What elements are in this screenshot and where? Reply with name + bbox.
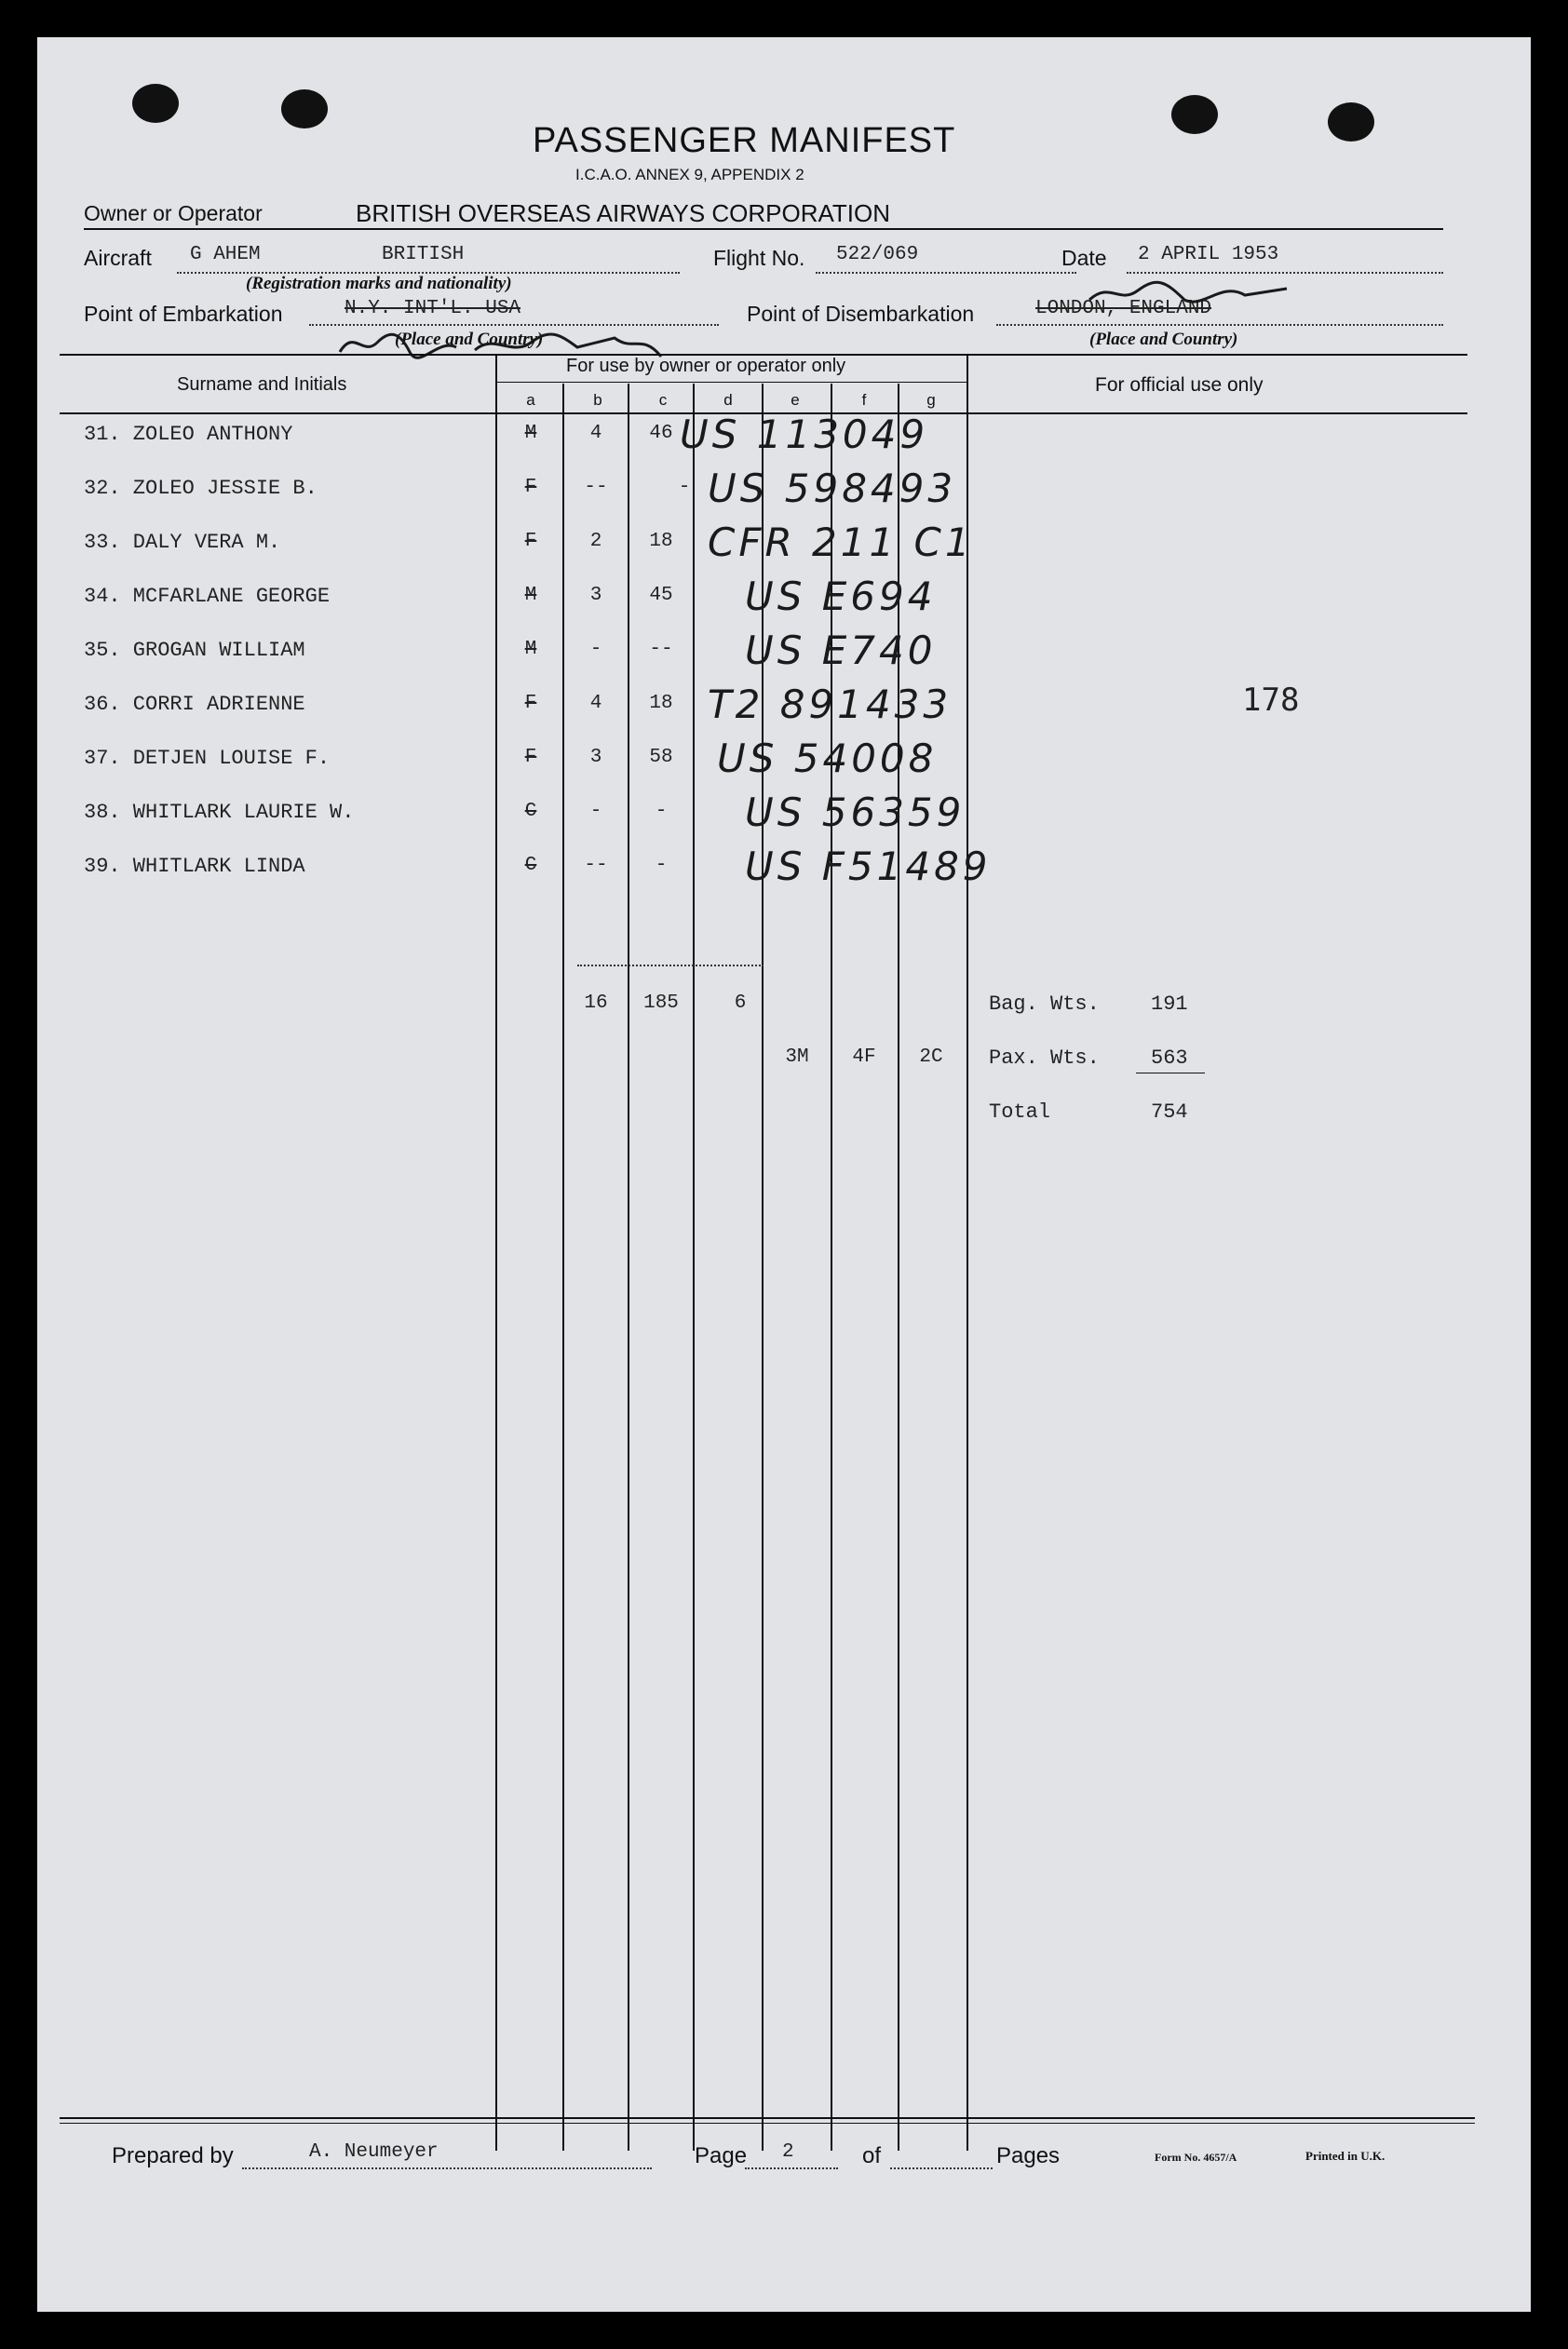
passenger-b: -: [589, 639, 602, 660]
of-dotline: [890, 2167, 993, 2169]
total-b: 16: [584, 992, 608, 1014]
column-d-header: d: [723, 391, 733, 409]
passenger-sex: F: [524, 477, 537, 498]
footer-bottom-rule: [60, 2123, 1475, 2124]
total-g: 2C: [919, 1046, 943, 1068]
disembarkation-label: Point of Disembarkation: [747, 302, 975, 326]
passenger-b: 2: [589, 531, 602, 552]
passenger-b: 3: [589, 747, 602, 768]
passenger-handwritten-id: US 56359: [745, 790, 966, 835]
passenger-handwritten-id: US 113049: [680, 412, 929, 457]
prepared-by-dotline: [242, 2167, 652, 2169]
page-label: Page: [695, 2143, 748, 2168]
flight-dotline: [816, 272, 1076, 274]
passenger-c: 58: [649, 747, 673, 768]
totals-dotline: [577, 965, 764, 966]
passenger-b: --: [584, 477, 608, 498]
aircraft-registration: G AHEM: [190, 244, 261, 265]
surname-header: Surname and Initials: [177, 374, 347, 395]
passenger-b: 4: [589, 423, 602, 444]
handwritten-scribble-disembarkation: [1082, 272, 1296, 318]
embarkation-value: N.Y. INT'L. USA: [345, 298, 521, 319]
manifest-sheet: [37, 37, 1531, 2312]
owner-use-header: For use by owner or operator only: [566, 356, 846, 376]
passenger-name: 31. ZOLEO ANTHONY: [84, 423, 293, 446]
embarkation-label: Point of Embarkation: [84, 302, 283, 326]
date-value: 2 APRIL 1953: [1138, 244, 1279, 265]
passenger-sex: F: [524, 693, 537, 714]
column-b-header: b: [593, 391, 602, 409]
owner-use-rule: [495, 382, 968, 383]
passenger-name: 39. WHITLARK LINDA: [84, 855, 305, 878]
page-title: PASSENGER MANIFEST: [533, 121, 956, 160]
passenger-sex: M: [524, 585, 537, 606]
col-divider-4: [693, 384, 695, 2151]
page-value: 2: [782, 2141, 794, 2163]
passenger-c: 46: [649, 423, 673, 444]
passenger-sex: C: [524, 855, 537, 876]
punch-hole-1: [132, 84, 179, 123]
passenger-c: -: [655, 801, 668, 822]
aircraft-label: Aircraft: [84, 246, 152, 270]
passenger-name: 35. GROGAN WILLIAM: [84, 639, 305, 662]
punch-hole-2: [281, 89, 328, 128]
passenger-sex: F: [524, 531, 537, 552]
form-number: Form No. 4657/A: [1155, 2151, 1237, 2164]
column-g-header: g: [926, 391, 936, 409]
owner-rule: [84, 228, 1443, 230]
footer-top-rule: [60, 2117, 1475, 2119]
total-weight-label: Total: [989, 1100, 1051, 1124]
passenger-name: 37. DETJEN LOUISE F.: [84, 747, 331, 770]
passenger-handwritten-id: US E740: [745, 628, 937, 673]
pages-label: Pages: [996, 2143, 1061, 2168]
of-label: of: [862, 2143, 882, 2168]
passenger-handwritten-id: US 54008: [717, 736, 938, 781]
embarkation-place-note: (Place and Country): [395, 330, 544, 349]
punch-hole-4: [1328, 102, 1374, 142]
flight-label: Flight No.: [713, 246, 805, 270]
column-f-header: f: [861, 391, 867, 409]
passenger-handwritten-id: US 598493: [708, 466, 957, 511]
passenger-b: --: [584, 855, 608, 876]
passenger-handwritten-id: US F51489: [745, 844, 992, 889]
official-use-value: 178: [1242, 682, 1300, 719]
col-divider-8: [966, 354, 968, 2151]
disembarkation-place-note: (Place and Country): [1089, 330, 1238, 349]
page-dotline: [745, 2167, 838, 2169]
bag-weights-value: 191: [1151, 992, 1188, 1016]
passenger-c: 18: [649, 531, 673, 552]
date-label: Date: [1061, 246, 1107, 270]
pax-weights-label: Pax. Wts.: [989, 1046, 1100, 1070]
owner-value: BRITISH OVERSEAS AIRWAYS CORPORATION: [356, 199, 891, 227]
page-subtitle: I.C.A.O. ANNEX 9, APPENDIX 2: [575, 166, 804, 183]
passenger-handwritten-id: US E694: [745, 574, 937, 619]
total-e: 3M: [785, 1046, 809, 1068]
column-c-header: c: [658, 391, 668, 409]
prepared-by-label: Prepared by: [112, 2143, 234, 2168]
col-divider-3: [628, 384, 629, 2151]
passenger-sex: M: [524, 423, 537, 444]
printed-in: Printed in U.K.: [1305, 2149, 1386, 2163]
passenger-b: 3: [589, 585, 602, 606]
passenger-name: 34. MCFARLANE GEORGE: [84, 585, 331, 608]
punch-hole-3: [1171, 95, 1218, 134]
passenger-c: -: [655, 855, 668, 876]
passenger-handwritten-id: CFR 211 C1: [708, 520, 974, 565]
passenger-handwritten-id: T2 891433: [708, 682, 953, 727]
passenger-sex: M: [524, 639, 537, 660]
passenger-b: -: [589, 801, 602, 822]
column-e-header: e: [791, 391, 800, 409]
bag-weights-label: Bag. Wts.: [989, 992, 1100, 1016]
official-use-header: For official use only: [1095, 374, 1264, 396]
flight-value: 522/069: [836, 244, 919, 265]
passenger-name: 32. ZOLEO JESSIE B.: [84, 477, 318, 500]
passenger-name: 36. CORRI ADRIENNE: [84, 693, 305, 716]
pax-weights-value: 563: [1151, 1046, 1188, 1070]
passenger-c: 45: [649, 585, 673, 606]
passenger-sex: C: [524, 801, 537, 822]
passenger-c: --: [649, 639, 673, 660]
disembarkation-dotline: [996, 324, 1443, 326]
passenger-name: 38. WHITLARK LAURIE W.: [84, 801, 355, 824]
disembarkation-value: LONDON, ENGLAND: [1035, 298, 1212, 319]
passenger-name: 33. DALY VERA M.: [84, 531, 281, 554]
owner-label: Owner or Operator: [84, 201, 263, 225]
total-weight-value: 754: [1151, 1100, 1188, 1124]
column-a-header: a: [526, 391, 535, 409]
col-divider-1: [495, 354, 497, 2151]
registration-note: (Registration marks and nationality): [246, 274, 512, 293]
aircraft-nationality: BRITISH: [382, 244, 465, 265]
passenger-c: -: [678, 477, 691, 498]
col-divider-2: [562, 384, 564, 2151]
passenger-c: 18: [649, 693, 673, 714]
total-f: 4F: [852, 1046, 876, 1068]
passenger-b: 4: [589, 693, 602, 714]
total-c: 185: [643, 992, 679, 1014]
prepared-by-value: A. Neumeyer: [309, 2141, 439, 2163]
total-d: 6: [734, 992, 747, 1014]
passenger-sex: F: [524, 747, 537, 768]
